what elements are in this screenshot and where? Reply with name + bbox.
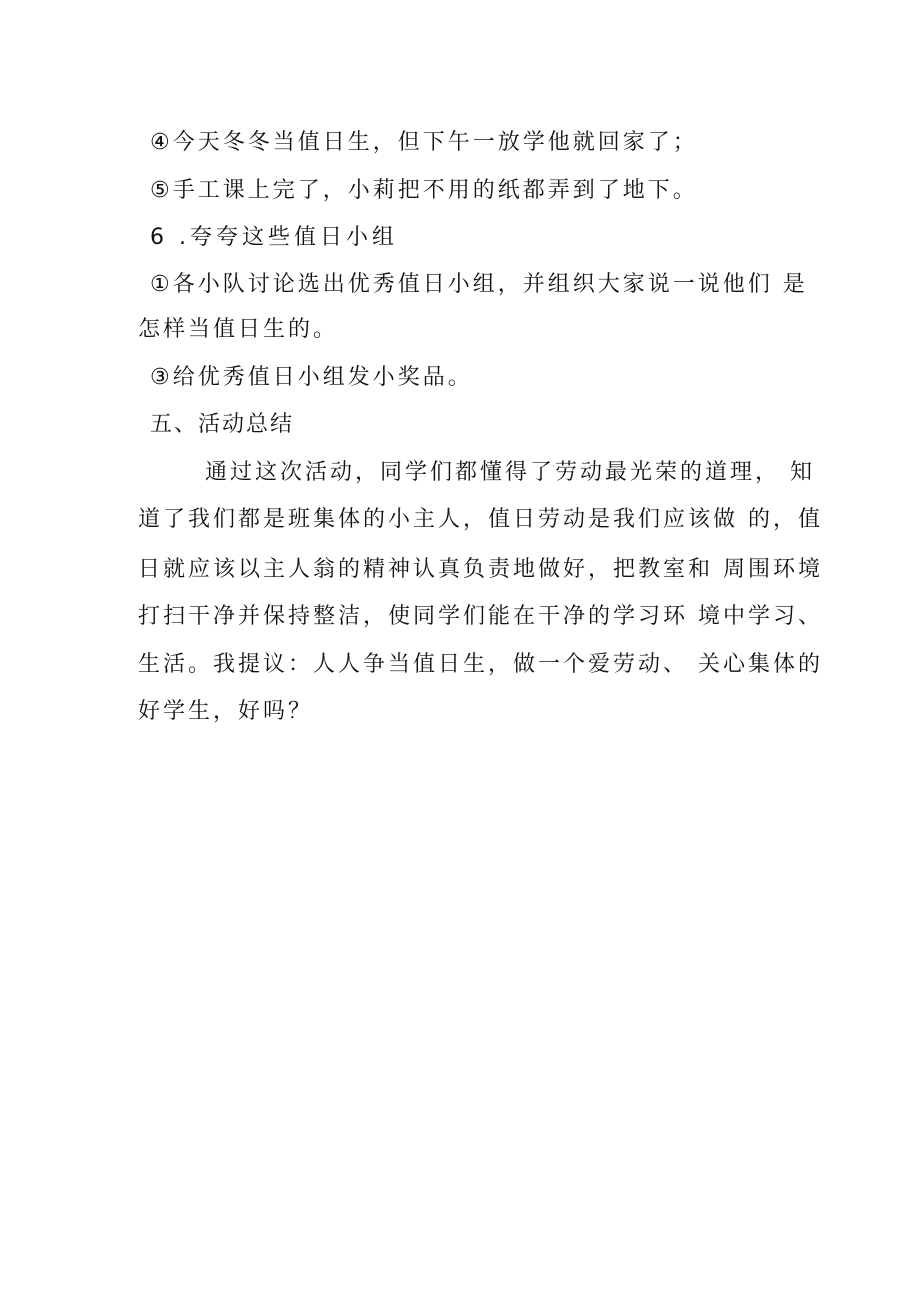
- paragraph-line-5: 生活。我提议：人人争当值日生，做一个爱劳动、 关心集体的: [138, 652, 823, 677]
- text-line-item-4: ④今天冬冬当值日生，但下午一放学他就回家了；: [150, 130, 698, 155]
- text-line-item-1-cont: 怎样当值日生的。: [138, 317, 339, 342]
- paragraph-line-2: 道了我们都是班集体的小主人，值日劳动是我们应该做 的，值: [138, 507, 823, 532]
- paragraph-line-1: 通过这次活动，同学们都懂得了劳动最光荣的道理， 知: [205, 460, 815, 485]
- text-line-item-5: ⑤手工课上完了，小莉把不用的纸都弄到了地下。: [150, 178, 698, 203]
- section-heading-summary: 五、活动总结: [150, 412, 295, 437]
- paragraph-line-6: 好学生，好吗？: [138, 699, 314, 724]
- section-heading-6: 6 .夸夸这些值日小组: [150, 225, 398, 250]
- paragraph-line-3: 日就应该以主人翁的精神认真负责地做好，把教室和 周围环境: [138, 557, 823, 582]
- paragraph-line-4: 打扫干净并保持整洁，使同学们能在干净的学习环 境中学习、: [138, 604, 823, 629]
- text-line-item-3: ③给优秀值日小组发小奖品。: [150, 365, 473, 390]
- text-line-item-1: ①各小队讨论选出优秀值日小组，并组织大家说一说他们 是: [150, 272, 808, 297]
